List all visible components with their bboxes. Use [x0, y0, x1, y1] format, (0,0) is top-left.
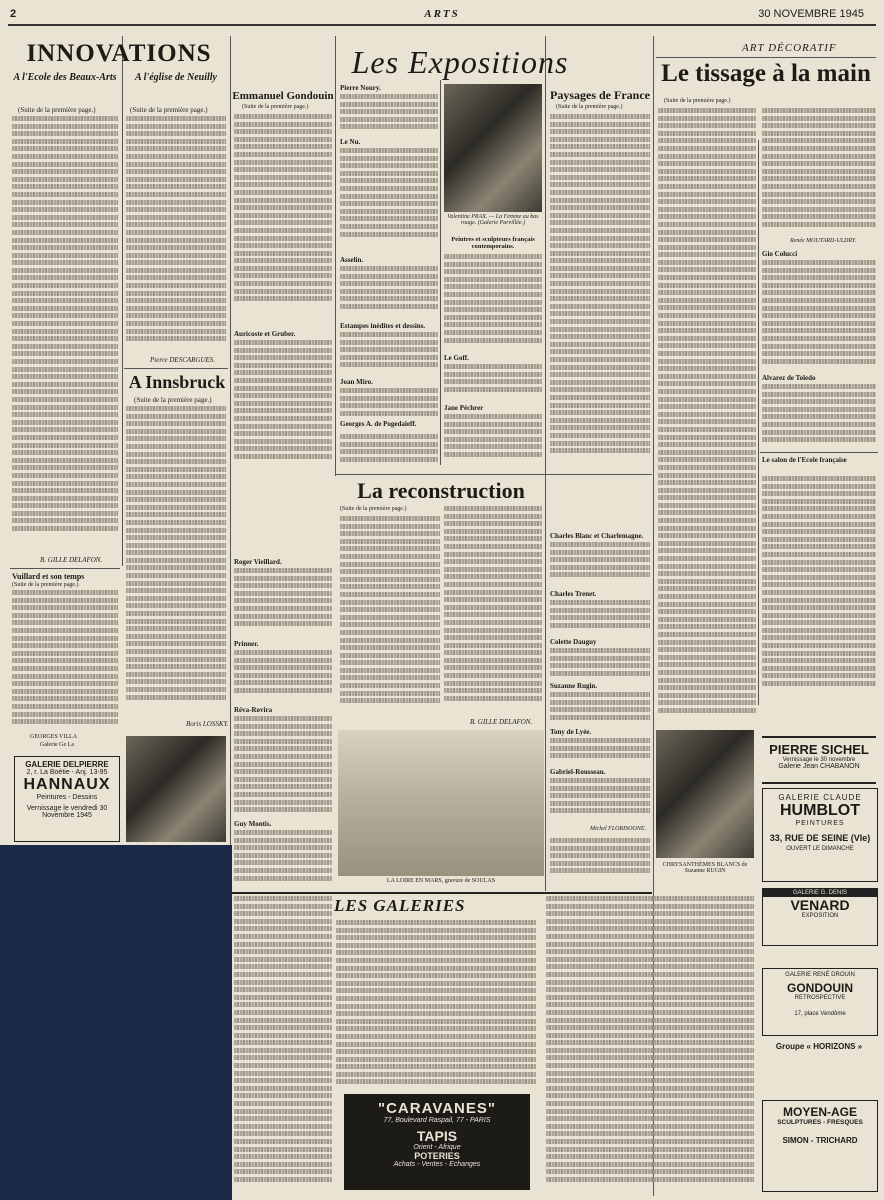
exhibit-heading: Auricoste et Gruber.	[234, 330, 296, 338]
caravanes-ad	[344, 1094, 530, 1190]
article-signature: B. GILLE DELAFON.	[470, 718, 533, 726]
moyen-age-ad	[762, 1100, 878, 1192]
exhibit-heading: Prinner.	[234, 640, 259, 648]
article-text	[550, 648, 650, 678]
photo-caption: CHRYSANTHÈMES BLANCS de Suzanne RUGIN	[662, 862, 748, 874]
article-text	[550, 692, 650, 722]
article-text	[762, 384, 876, 444]
article-text	[340, 388, 438, 418]
ad-line: 77, Boulevard Raspail, 77 - PARIS	[383, 1117, 491, 1124]
ad-line: GALERIE DELPIERRE	[25, 760, 109, 769]
vuillard-title: Vuillard et son temps	[12, 572, 85, 581]
article-text	[444, 414, 542, 468]
ad-name: POTERIES	[414, 1151, 460, 1161]
article-text	[340, 94, 438, 134]
ad-line: Peintures - Dessins	[36, 794, 98, 801]
continued-note: (Suite de la première page.)	[242, 104, 309, 110]
continued-note: (Suite de la première page.)	[18, 106, 96, 114]
continued-note: (Suite de la première page.)	[134, 396, 212, 404]
article-text	[762, 476, 876, 698]
humblot-ad	[762, 788, 878, 882]
section-rule	[124, 368, 228, 369]
ad-line: Galerie Ge La	[40, 742, 74, 748]
ad-name: GONDOUIN	[787, 981, 853, 995]
innovations-title: INNOVATIONS	[26, 40, 212, 67]
ad-line: 33, RUE DE SEINE (VIe)	[769, 833, 871, 843]
section-rule	[656, 57, 876, 58]
expositions-title: Les Expositions	[351, 44, 569, 80]
ad-name: TAPIS	[416, 1128, 458, 1144]
article-text	[12, 116, 118, 554]
innovations-left-subtitle: A l'Ecole des Beaux-Arts	[13, 72, 117, 83]
ad-name: Groupe « HORIZONS »	[775, 1042, 863, 1051]
ad-line: GEORGES VILLA	[30, 734, 78, 740]
ad-line: Vernissage le 30 novembre	[782, 757, 856, 763]
article-text	[550, 114, 650, 474]
article-text	[550, 738, 650, 760]
article-text	[340, 148, 438, 244]
ad-line: Galerie Jean CHABANON	[778, 763, 860, 770]
venard-ad	[762, 888, 878, 946]
article-text	[126, 116, 226, 356]
article-signature: Boris LOSSKY.	[186, 720, 229, 728]
article-text	[234, 114, 332, 314]
article-text	[444, 254, 542, 350]
reconstruction-title: La reconstruction	[357, 478, 525, 503]
article-text	[444, 364, 542, 400]
article-text	[234, 716, 332, 816]
gallery-listing	[546, 896, 754, 1194]
exhibit-heading: Guy Montis.	[234, 820, 272, 828]
exhibit-heading: Le salon de l'Ecole française	[762, 456, 847, 464]
article-signature: Pierre DESCARGUES.	[150, 356, 216, 364]
exhibit-heading: Gio Colucci	[762, 250, 798, 258]
ad-name: PIERRE SICHEL	[769, 742, 869, 757]
column-rule	[758, 140, 759, 705]
ad-name: MOYEN-AGE	[782, 1105, 857, 1119]
loire-engraving	[338, 730, 544, 876]
article-text	[550, 778, 650, 822]
ad-line: EXPOSITION	[801, 913, 839, 919]
column-rule	[545, 36, 546, 891]
article-text	[550, 542, 650, 582]
exhibit-heading: Georges A. de Pogedaieff.	[340, 420, 417, 428]
article-text	[762, 108, 876, 236]
section-rule	[336, 474, 652, 475]
paysages-title: Paysages de France	[550, 88, 650, 102]
exhibit-heading: Pierre Noury.	[340, 84, 381, 92]
article-text	[234, 830, 332, 888]
masthead-rule	[8, 24, 876, 26]
galeries-title: LES GALERIES	[334, 896, 466, 915]
section-rule	[10, 568, 120, 569]
drouin-ad	[762, 968, 878, 1036]
ad-line: RETROSPECTIVE	[794, 995, 846, 1001]
article-text	[234, 568, 332, 630]
exhibit-heading: Colette Dauguy	[550, 638, 597, 646]
article-text	[658, 108, 756, 726]
photo-caption: LA LOIRE EN MARS, gravure de SOULAS	[386, 878, 496, 884]
painting-photo	[444, 84, 542, 212]
ad-line: 2, r. La Boétie - Anj. 13-95	[26, 769, 108, 776]
continued-note: (Suite de la première page.)	[340, 506, 407, 512]
exhibit-heading: Asselin.	[340, 256, 364, 264]
exhibit-heading: Réva-Rovira	[234, 706, 273, 714]
exhibit-heading: Charles Blanc et Charlemagne.	[550, 532, 644, 540]
continued-note: (Suite de la première page.)	[12, 582, 79, 588]
article-text	[12, 590, 118, 732]
exhibit-heading: Gabriel-Rousseau.	[550, 768, 606, 776]
section-label: ART DÉCORATIF	[742, 42, 837, 54]
article-text	[550, 838, 650, 878]
article-signature: B. GILLE DELAFON.	[40, 556, 103, 564]
flower-painting-photo	[656, 730, 754, 858]
ad-name: VENARD	[790, 897, 850, 913]
exhibit-heading: Peintres et sculpteurs français contemporains.	[451, 236, 535, 250]
ad-line: 17, place Vendôme	[794, 1011, 846, 1017]
exhibit-heading: Jane Péchrer	[444, 404, 484, 412]
article-text	[126, 406, 226, 720]
exhibit-heading: Le Nu.	[340, 138, 361, 146]
ad-line: Orient - Afrique	[413, 1144, 461, 1151]
tissage-title: Le tissage à la main	[661, 60, 871, 87]
page-number: 2	[10, 8, 17, 20]
photo-caption: Valentine PRAX. — La Femme au bas rouge. (Galerie Parvillée.)	[447, 214, 539, 226]
exhibit-heading: Tony de Lyée.	[550, 728, 592, 736]
portrait-photo	[126, 736, 226, 842]
column-rule	[335, 36, 336, 476]
article-text	[762, 260, 876, 370]
ad-line: GALERIE RENÉ DROUIN	[785, 972, 855, 978]
article-text	[340, 266, 438, 316]
ad-name: HUMBLOT	[780, 802, 860, 819]
exhibit-heading: Estampes inédites et dessins.	[340, 322, 426, 330]
issue-date: 30 NOVEMBRE 1945	[758, 8, 864, 20]
ad-line: SCULPTURES - FRESQUES	[777, 1119, 863, 1126]
exhibit-heading: Charles Trenet.	[550, 590, 597, 598]
horizons-ad	[762, 1042, 876, 1092]
article-text	[340, 516, 440, 716]
exhibit-heading: Suzanne Rugin.	[550, 682, 598, 690]
article-text	[444, 506, 542, 716]
article-text	[234, 340, 332, 470]
article-text	[340, 332, 438, 372]
ad-line: GALERIE CLAUDE	[778, 793, 862, 802]
ad-line: GALERIE G. DENIS	[763, 889, 877, 897]
section-rule	[232, 892, 652, 894]
section-rule	[760, 452, 878, 453]
exhibit-heading: Le Goff.	[444, 354, 469, 362]
article-text	[340, 434, 438, 470]
ad-line: OUVERT LE DIMANCHE	[786, 846, 854, 852]
journal-name: ARTS	[424, 8, 460, 20]
sichel-ad	[762, 736, 876, 784]
ad-line: Achats - Ventes - Echanges	[393, 1161, 481, 1168]
exhibit-heading: Joan Miro.	[340, 378, 373, 386]
innsbruck-title: A Innsbruck	[128, 372, 226, 392]
article-text	[550, 600, 650, 630]
continued-note: (Suite de la première page.)	[130, 106, 208, 114]
column-rule	[440, 80, 441, 465]
gallery-listing	[234, 896, 332, 1194]
exhibit-heading: Roger Vieillard.	[234, 558, 282, 566]
continued-note: (Suite de la première page.)	[664, 98, 731, 104]
exhibit-heading: Alvarez de Toledo	[762, 374, 816, 382]
gallery-listing	[336, 920, 536, 1088]
article-signature: Michel FLORISOONE.	[590, 826, 646, 832]
gondouin-title: Emmanuel Gondouin	[232, 90, 334, 102]
blank-scan-area	[0, 845, 232, 1200]
ad-line: Vernissage le vendredi 30 Novembre 1945	[26, 805, 108, 819]
ad-name: HANNAUX	[23, 776, 111, 793]
innovations-right-subtitle: A l'église de Neuilly	[135, 72, 217, 83]
article-signature: Renée MOUTARD-ULDRY.	[790, 238, 857, 244]
ad-line: SIMON - TRICHARD	[782, 1136, 858, 1145]
column-rule	[122, 36, 123, 566]
article-text	[234, 650, 332, 700]
ad-line: PEINTURES	[795, 820, 845, 827]
delpierre-ad	[14, 756, 120, 842]
continued-note: (Suite de la première page.)	[556, 104, 623, 110]
ad-name: "CARAVANES"	[377, 1100, 496, 1117]
